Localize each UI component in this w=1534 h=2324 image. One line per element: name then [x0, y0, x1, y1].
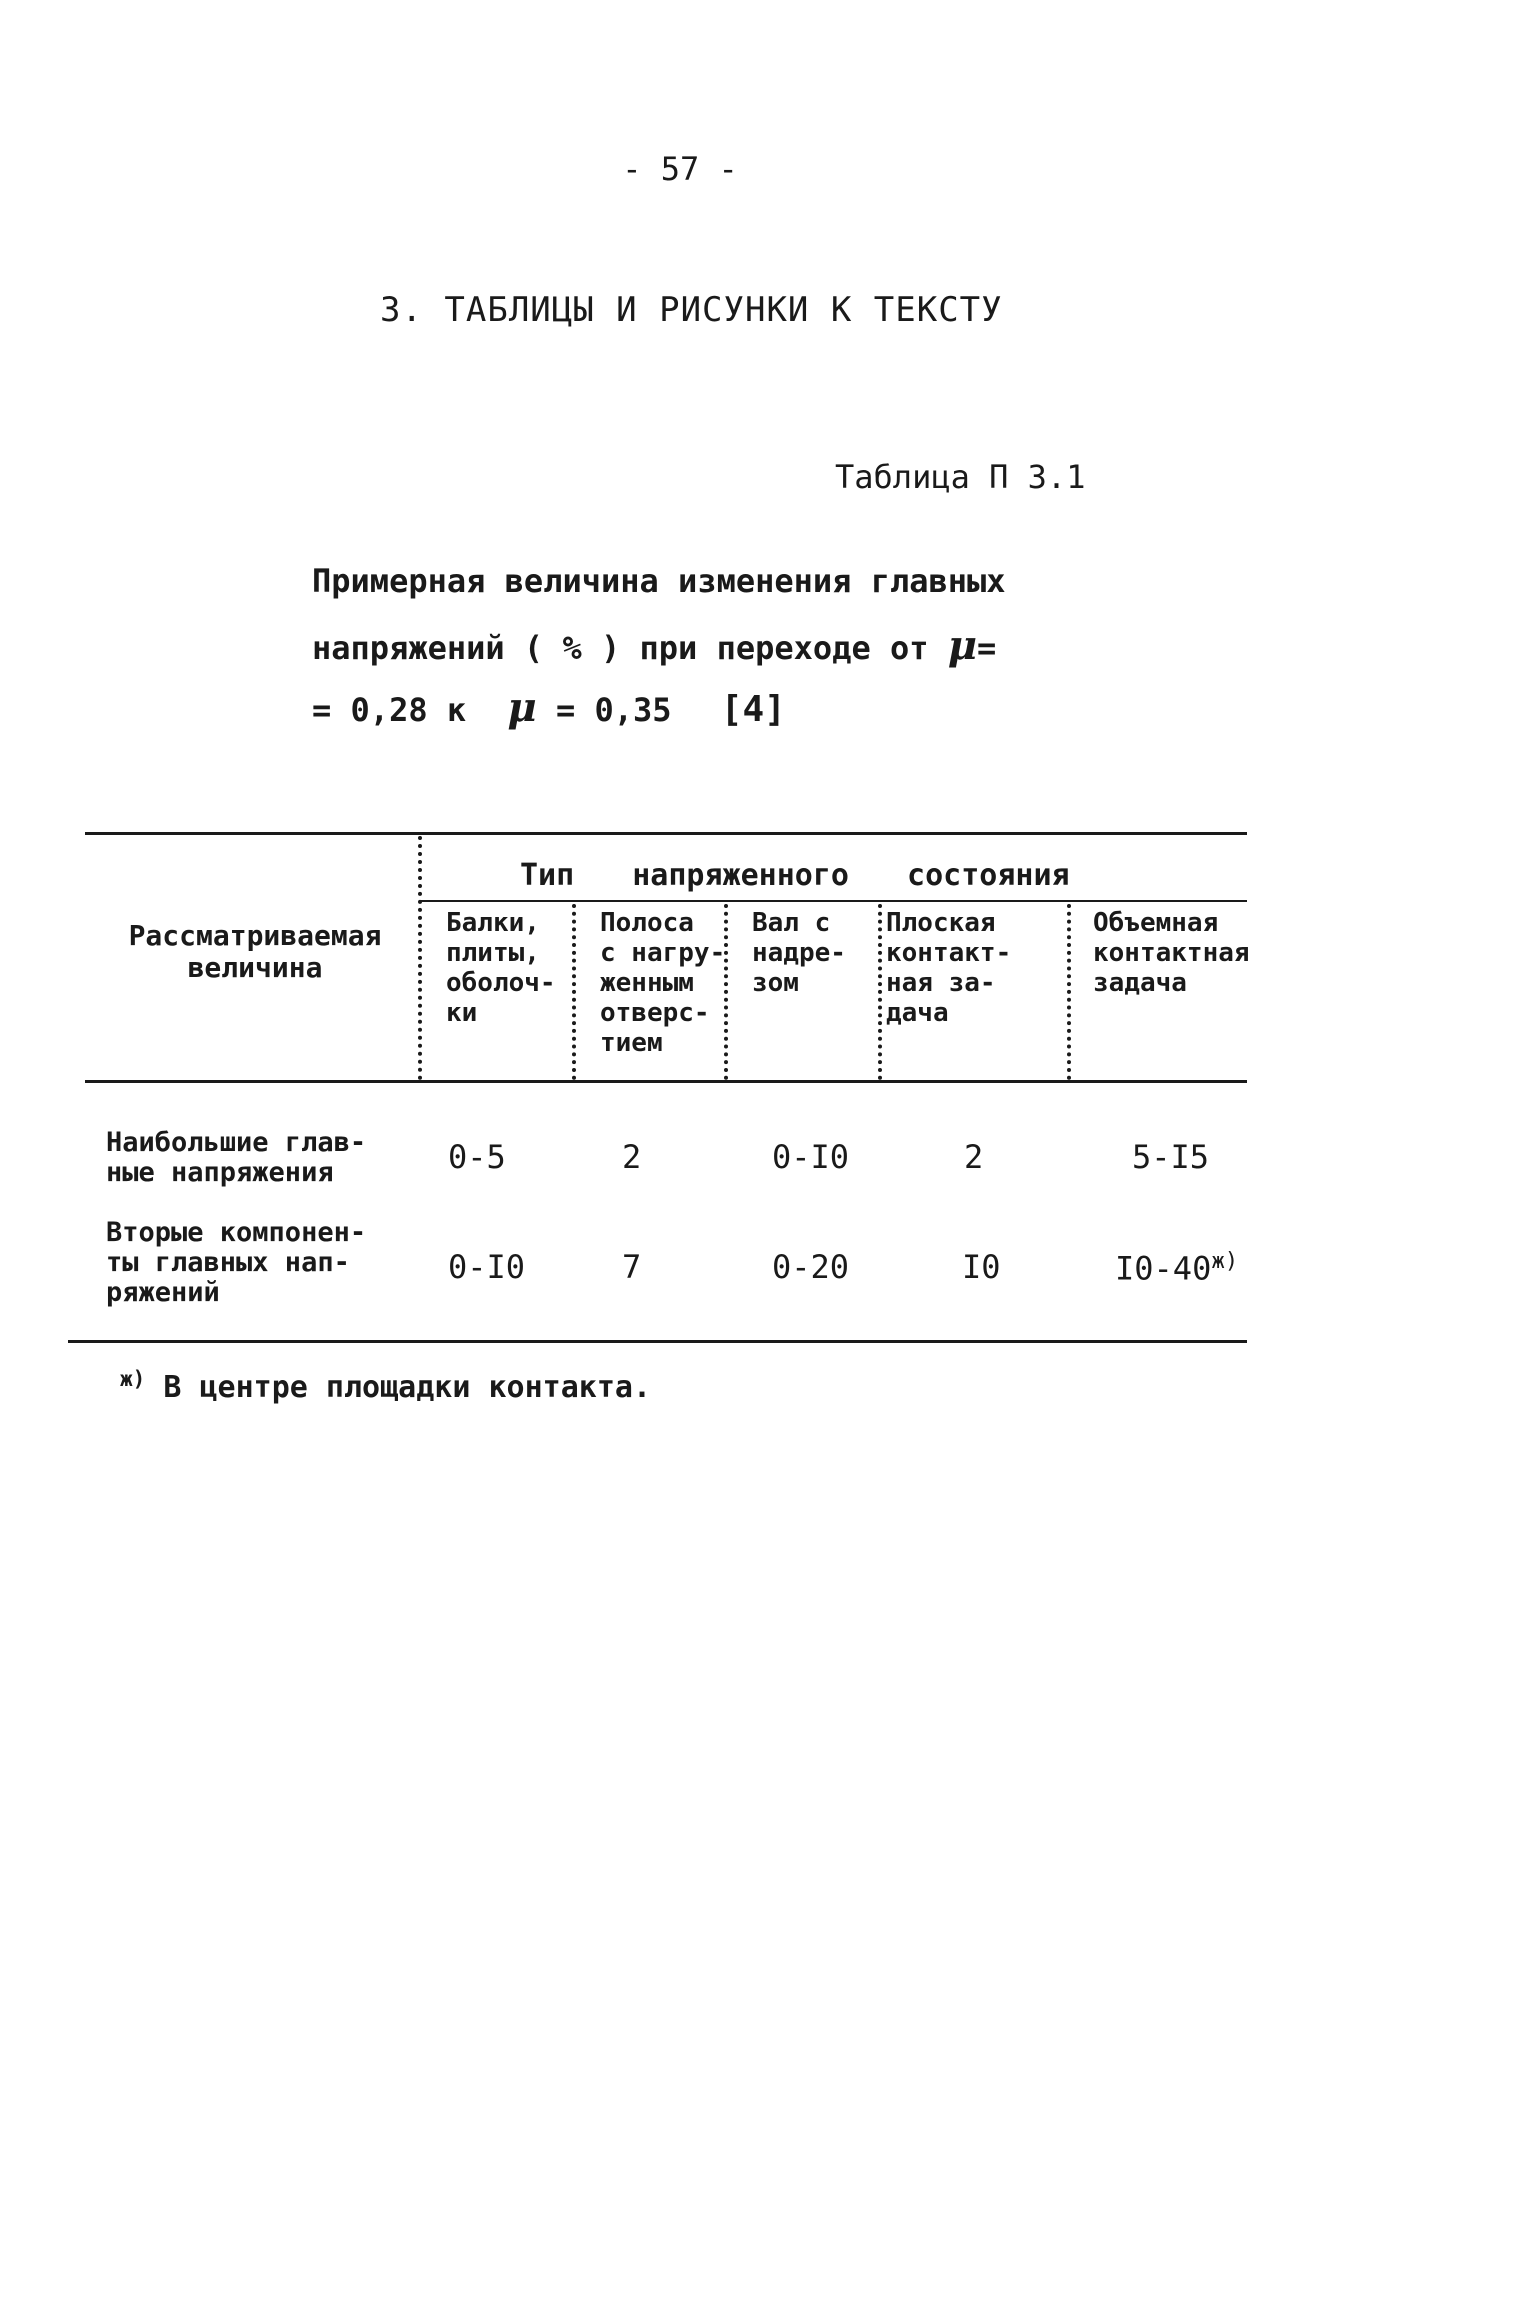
table-caption-line-3: [312, 684, 786, 731]
group-header: Тип напряженного состояния: [520, 858, 1070, 893]
footnote-marker: ж): [1211, 1248, 1239, 1274]
footnote-text: В центре площадки контакта.: [163, 1370, 652, 1405]
table-cell: 0-I0: [772, 1138, 850, 1176]
row-label: Вторые компонен- ты главных нап- ряжений: [106, 1217, 367, 1308]
table-bottom-rule: [68, 1340, 1247, 1343]
column-header: Объемная контактная задача: [1093, 908, 1250, 998]
table-caption-line-1: Примерная величина изменения главных: [312, 562, 1006, 600]
table-cell: 7: [622, 1248, 642, 1286]
caption-value-start: = 0,28 к: [312, 691, 467, 729]
row-label: Наибольшие глав- ные напряжения: [106, 1127, 367, 1188]
column-header: Вал с надре- зом: [752, 908, 846, 998]
table-cell: 2: [964, 1138, 984, 1176]
column-separator: [572, 904, 576, 1080]
footnote-marker: ж): [120, 1367, 146, 1391]
footnote: [120, 1367, 651, 1405]
mu-symbol: μ: [507, 684, 537, 731]
table-cell: 0-5: [448, 1138, 506, 1176]
row-header: Рассматриваемая величина: [128, 919, 382, 984]
table-cell: [1115, 1248, 1238, 1288]
page-number: - 57 -: [622, 150, 738, 188]
table-header-rule: [85, 1080, 1247, 1083]
caption-value-end: = 0,35: [555, 691, 672, 729]
caption-equals: =: [977, 629, 997, 667]
table-cell: 2: [622, 1138, 642, 1176]
mu-symbol: μ: [947, 622, 978, 669]
section-title: 3. ТАБЛИЦЫ И РИСУНКИ К ТЕКСТУ: [380, 290, 1003, 330]
column-separator: [878, 904, 882, 1080]
column-header: Плоская контакт- ная за- дача: [886, 908, 1012, 1028]
column-header: Полоса с нагру- женным отверс- тием: [600, 908, 726, 1058]
column-separator: [1067, 904, 1071, 1080]
column-separator: [418, 836, 422, 1080]
table-cell: 0-I0: [448, 1248, 526, 1286]
column-header: Балки, плиты, оболоч- ки: [446, 908, 556, 1028]
table-cell: 5-I5: [1132, 1138, 1210, 1176]
table-caption-line-2: [312, 622, 996, 669]
table-cell: I0: [962, 1248, 1001, 1286]
caption-text: напряжений ( % ) при переходе от: [312, 629, 929, 667]
table-top-rule: [85, 832, 1247, 835]
cell-value: I0-40: [1115, 1249, 1212, 1288]
reference-citation: [4]: [720, 689, 786, 730]
group-header-rule: [420, 900, 1247, 902]
table-cell: 0-20: [772, 1248, 850, 1286]
table-label: Таблица П 3.1: [835, 458, 1086, 496]
